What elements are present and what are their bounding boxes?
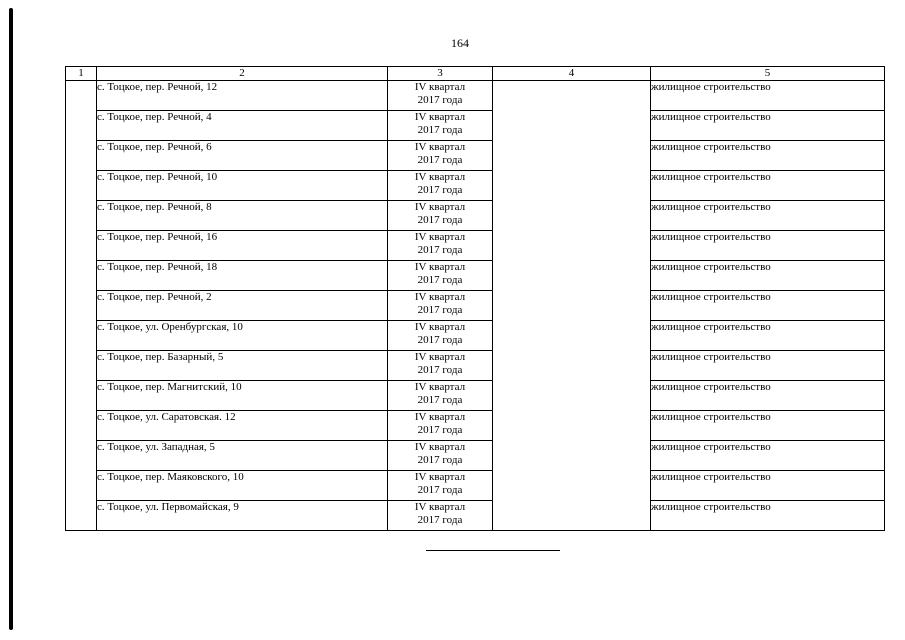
term-cell — [388, 201, 493, 231]
term-year-text: 2017 года — [417, 124, 463, 136]
purpose-cell: жилищное строительство — [651, 471, 885, 501]
term-quarter-text: IV квартал — [414, 291, 466, 303]
term-quarter-text: IV квартал — [414, 171, 466, 183]
term-year-text: 2017 года — [417, 364, 463, 376]
term-cell — [388, 501, 493, 531]
end-of-table-rule — [426, 550, 560, 551]
address-cell: с. Тоцкое, пер. Магнитский, 10 — [97, 381, 388, 411]
address-cell: с. Тоцкое, пер. Речной, 6 — [97, 141, 388, 171]
address-cell: с. Тоцкое, ул. Западная, 5 — [97, 441, 388, 471]
table-row — [66, 381, 885, 411]
purpose-cell: жилищное строительство — [651, 351, 885, 381]
term-quarter-text: IV квартал — [414, 201, 466, 213]
empty-column-4-cell — [493, 81, 651, 531]
purpose-cell: жилищное строительство — [651, 81, 885, 111]
table-row — [66, 351, 885, 381]
address-cell: с. Тоцкое, ул. Первомайская, 9 — [97, 501, 388, 531]
term-quarter-text: IV квартал — [414, 381, 466, 393]
term-year-text: 2017 года — [417, 304, 463, 316]
table-row — [66, 81, 885, 111]
term-year-text: 2017 года — [417, 94, 463, 106]
table-row — [66, 111, 885, 141]
table-row — [66, 411, 885, 441]
term-quarter-text: IV квартал — [414, 501, 466, 513]
row-number-cell — [66, 81, 97, 531]
term-year-text: 2017 года — [417, 454, 463, 466]
term-quarter-text: IV квартал — [414, 141, 466, 153]
term-cell — [388, 351, 493, 381]
term-year-text: 2017 года — [417, 394, 463, 406]
term-cell — [388, 321, 493, 351]
term-year-text: 2017 года — [417, 244, 463, 256]
term-cell — [388, 471, 493, 501]
term-quarter-text: IV квартал — [414, 471, 466, 483]
table-body — [66, 67, 885, 531]
purpose-cell: жилищное строительство — [651, 321, 885, 351]
column-number-header: 1 — [66, 67, 97, 81]
address-cell: с. Тоцкое, пер. Маяковского, 10 — [97, 471, 388, 501]
term-year-text: 2017 года — [417, 214, 463, 226]
address-cell: с. Тоцкое, пер. Базарный, 5 — [97, 351, 388, 381]
binding-margin-line — [9, 8, 13, 630]
term-cell — [388, 291, 493, 321]
column-number-header: 5 — [651, 67, 885, 81]
purpose-cell: жилищное строительство — [651, 501, 885, 531]
term-quarter-text: IV квартал — [414, 111, 466, 123]
term-cell — [388, 231, 493, 261]
purpose-cell: жилищное строительство — [651, 171, 885, 201]
term-quarter-text: IV квартал — [414, 231, 466, 243]
term-year-text: 2017 года — [417, 184, 463, 196]
table-row — [66, 201, 885, 231]
table-row — [66, 261, 885, 291]
page-number: 164 — [451, 36, 469, 50]
term-year-text: 2017 года — [417, 154, 463, 166]
term-quarter-text: IV квартал — [414, 411, 466, 423]
term-year-text: 2017 года — [417, 424, 463, 436]
address-cell: с. Тоцкое, пер. Речной, 10 — [97, 171, 388, 201]
term-quarter-text: IV квартал — [414, 81, 466, 93]
purpose-cell: жилищное строительство — [651, 261, 885, 291]
address-cell: с. Тоцкое, пер. Речной, 16 — [97, 231, 388, 261]
term-cell — [388, 411, 493, 441]
table-row — [66, 441, 885, 471]
table-row — [66, 501, 885, 531]
address-cell: с. Тоцкое, пер. Речной, 8 — [97, 201, 388, 231]
term-year-text: 2017 года — [417, 514, 463, 526]
address-cell: с. Тоцкое, пер. Речной, 12 — [97, 81, 388, 111]
column-number-header: 2 — [97, 67, 388, 81]
purpose-cell: жилищное строительство — [651, 111, 885, 141]
term-cell — [388, 381, 493, 411]
column-number-header: 4 — [493, 67, 651, 81]
purpose-cell: жилищное строительство — [651, 441, 885, 471]
term-cell — [388, 141, 493, 171]
address-cell: с. Тоцкое, пер. Речной, 2 — [97, 291, 388, 321]
term-quarter-text: IV квартал — [414, 261, 466, 273]
term-cell — [388, 111, 493, 141]
table-row — [66, 291, 885, 321]
term-year-text: 2017 года — [417, 274, 463, 286]
address-cell: с. Тоцкое, ул. Оренбургская, 10 — [97, 321, 388, 351]
address-cell: с. Тоцкое, ул. Саратовская. 12 — [97, 411, 388, 441]
purpose-cell: жилищное строительство — [651, 201, 885, 231]
term-year-text: 2017 года — [417, 334, 463, 346]
purpose-cell: жилищное строительство — [651, 291, 885, 321]
table-row — [66, 171, 885, 201]
purpose-cell: жилищное строительство — [651, 411, 885, 441]
table-row — [66, 141, 885, 171]
term-quarter-text: IV квартал — [414, 321, 466, 333]
term-cell — [388, 81, 493, 111]
purpose-cell: жилищное строительство — [651, 231, 885, 261]
address-cell: с. Тоцкое, пер. Речной, 18 — [97, 261, 388, 291]
term-cell — [388, 171, 493, 201]
table-row — [66, 231, 885, 261]
purpose-cell: жилищное строительство — [651, 381, 885, 411]
term-cell — [388, 261, 493, 291]
land-plot-table — [65, 66, 885, 531]
column-number-header-row — [66, 67, 885, 81]
column-number-header: 3 — [388, 67, 493, 81]
table-row — [66, 321, 885, 351]
address-cell: с. Тоцкое, пер. Речной, 4 — [97, 111, 388, 141]
term-quarter-text: IV квартал — [414, 351, 466, 363]
purpose-cell: жилищное строительство — [651, 141, 885, 171]
term-year-text: 2017 года — [417, 484, 463, 496]
term-quarter-text: IV квартал — [414, 441, 466, 453]
term-cell — [388, 441, 493, 471]
table-row — [66, 471, 885, 501]
